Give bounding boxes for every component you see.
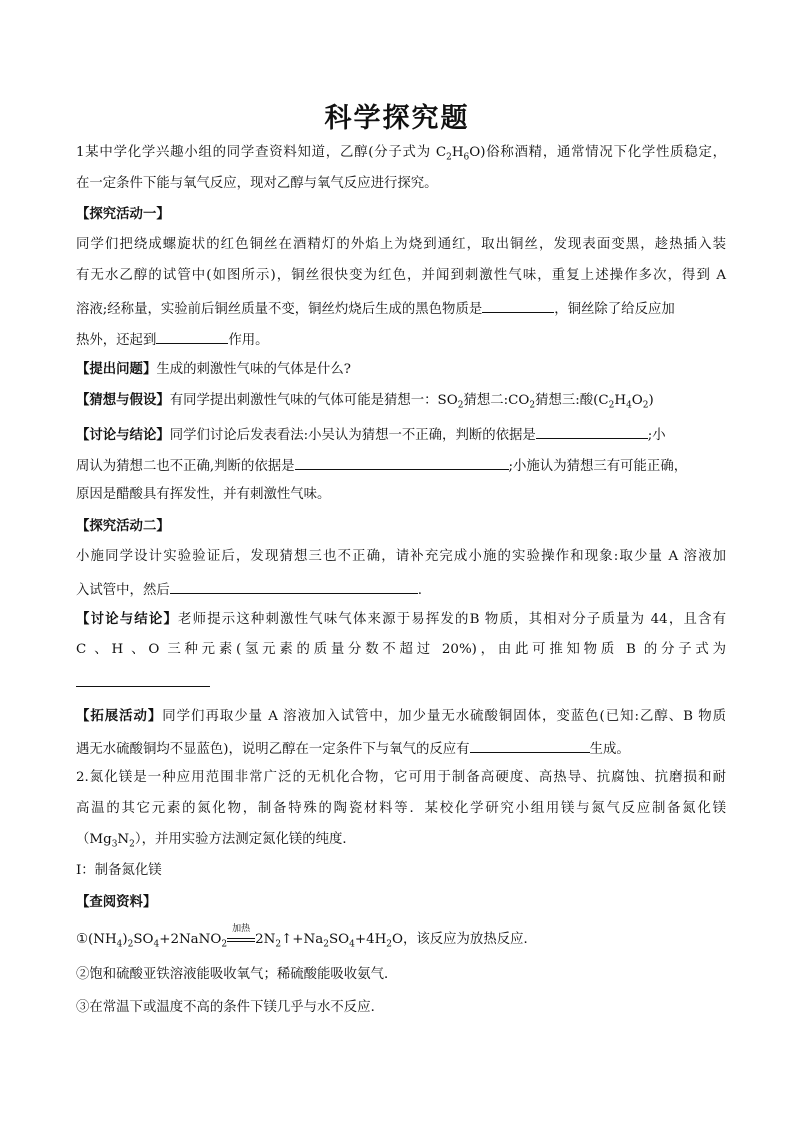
answer-blank-hypothesis-2[interactable] xyxy=(295,455,509,470)
equals-sign-icon xyxy=(227,938,255,942)
question-line: 【提出问题】生成的刺激性气味的气体是什么? xyxy=(76,361,351,377)
section-heading-prepare: Ⅰ：制备氮化镁 xyxy=(76,863,162,878)
activity-1-line-3: 溶液;经称量，实验前后铜丝质量不变，铜丝灼烧后生成的黑色物质是 ，铜丝除了给反应加 xyxy=(76,298,726,319)
activity-2-line-2: 入试管中，然后 . xyxy=(76,579,726,600)
activity-1-line-4: 热外，还起到 作用。 xyxy=(76,329,726,350)
answer-blank-copper-role[interactable] xyxy=(156,329,228,344)
q1-line-1: 1某中学化学兴趣小组的同学查资料知道，乙醇(分子式为 $C_2H_6O$)俗称酒精，通常情况下化学性质稳定， xyxy=(76,145,727,163)
activity-1-line-2: 有无水乙醇的试管中(如图所示)，铜丝很快变为红色，并闻到刺激性气味，重复上述操作多次，得到 A xyxy=(76,268,726,283)
q1-line-2: 在一定条件下能与氧气反应，现对乙醇与氧气反应进行探究。 xyxy=(76,176,438,191)
discussion-1-line-3: 原因是醋酸具有挥发性，并有刺激性气味。 xyxy=(76,487,331,502)
answer-blank-experiment[interactable] xyxy=(170,579,418,594)
discussion-2-line-3 xyxy=(76,672,726,693)
extension-line-2: 遇无水硫酸铜均不显蓝色)，说明乙醇在一定条件下与氧气的反应有 生成。 xyxy=(76,738,726,759)
reaction-condition: 加热 xyxy=(232,924,251,934)
discussion-1-line-2: 周认为猜想二也不正确,判断的依据是 ;小施认为猜想三有可能正确， xyxy=(76,455,726,476)
page-title: 科学探究题 xyxy=(324,103,470,134)
q2-line-2: 高温的其它元素的氮化物，制备特殊的陶瓷材料等．某校化学研究小组用镁与氮气反应制备氮化镁 xyxy=(76,801,726,816)
section-heading-activity-1: 【探究活动一】 xyxy=(76,206,170,222)
answer-blank-molecular-formula[interactable] xyxy=(76,672,210,687)
activity-1-line-1: 同学们把绕成螺旋状的红色铜丝在酒精灯的外焰上为烧到通红，取出铜丝，发现表面变黑，趁热插入装 xyxy=(76,237,726,252)
extension-line-1: 【拓展活动】同学们再取少量 A 溶液加入试管中，加少量无水硫酸铜固体，变蓝色(已知:乙醇、B 物质 xyxy=(76,708,727,724)
reaction-arrow xyxy=(227,924,255,949)
reference-1-equation: $①(NH_4)_2SO_4+2NaNO_2$ 加热 $2N_2↑+Na_2SO_4+4H_2O$，该反应为放热反应． xyxy=(76,931,726,949)
answer-blank-hypothesis-1[interactable] xyxy=(536,424,648,439)
discussion-2-line-2: C 、H 、O 三种元素(氢元素的质量分数不超过 20%)，由此可推知物质 B 的分子式为 xyxy=(76,642,726,657)
reference-2: ②饱和硫酸亚铁溶液能吸收氧气；稀硫酸能吸收氨气． xyxy=(76,967,398,982)
discussion-2-line-1: 【讨论与结论】老师提示这种刺激性气味气体来源于易挥发的B 物质，其相对分子质量为 44，且含有 xyxy=(76,611,727,627)
reference-3: ③在常温下或温度不高的条件下镁几乎与水不反应． xyxy=(76,1000,384,1015)
q2-line-1: 2.氮化镁是一种应用范围非常广泛的无机化合物，它可用于制备高硬度、高热导、抗腐蚀、抗磨损和耐 xyxy=(76,770,726,785)
section-heading-activity-2: 【探究活动二】 xyxy=(76,518,170,534)
hypothesis-line: 【猜想与假设】有同学提出刺激性气味的气体可能是猜想一：$SO_2$猜想二$:CO_2$猜想三:酸$(C_2H_4O_2)$ xyxy=(76,392,654,411)
answer-blank-black-substance[interactable] xyxy=(482,298,554,313)
activity-2-line-1: 小施同学设计实验验证后，发现猜想三也不正确，请补充完成小施的实验操作和现象:取少量 A 溶液加 xyxy=(76,549,726,564)
answer-blank-product[interactable] xyxy=(470,738,590,753)
section-heading-references: 【查阅资料】 xyxy=(76,894,157,910)
q2-line-3: $(Mg_3N_2)$，并用实验方法测定氮化镁的纯度． xyxy=(76,832,356,850)
discussion-1-line-1: 【讨论与结论】同学们讨论后发表看法:小吴认为猜想一不正确，判断的依据是 ;小 xyxy=(76,424,726,445)
